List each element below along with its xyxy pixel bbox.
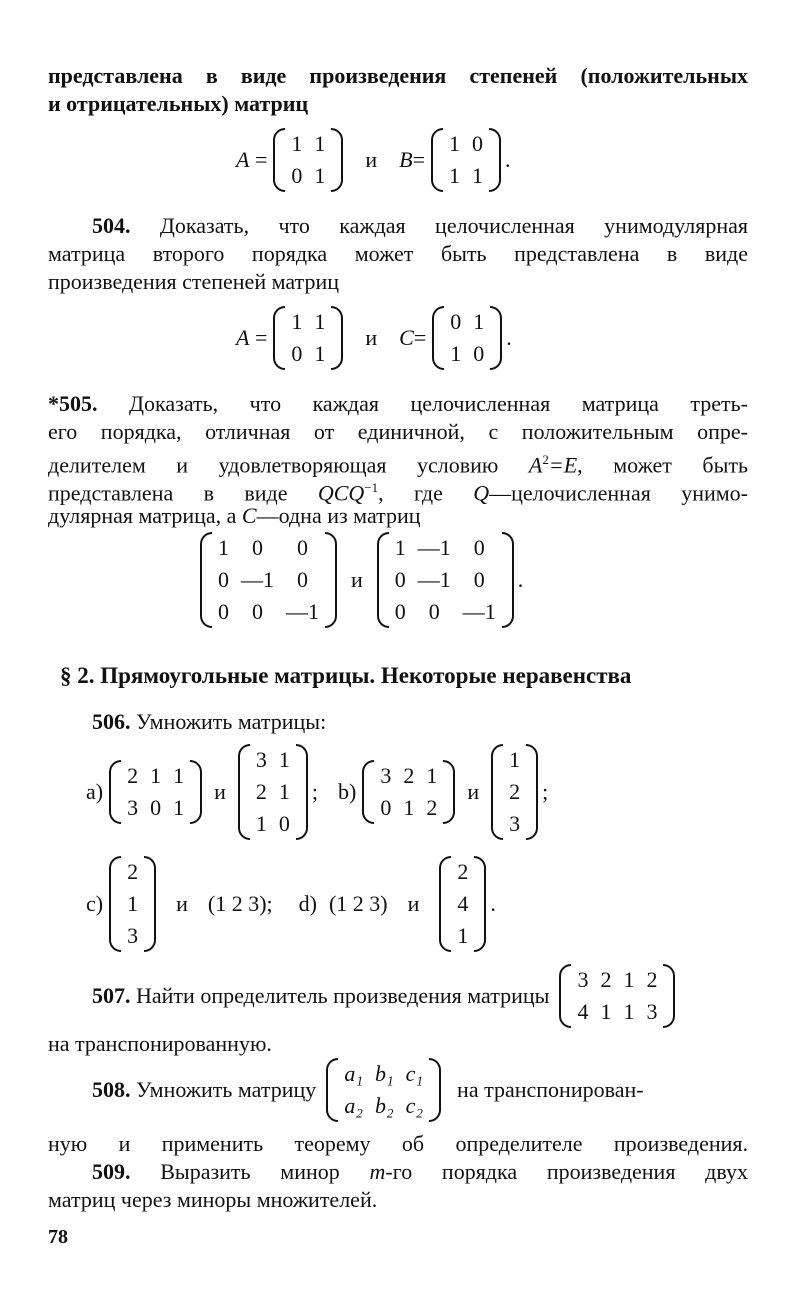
matrix-cell: 2	[509, 779, 521, 804]
problem-507-line: 507. Найти определитель произведения матрицы 3 2 1 2 4 1 1 3	[48, 964, 748, 1028]
matrix-cell: 3	[127, 923, 139, 948]
text-line: делителем и удовлетворяющая условию $A^2=E$, может быть	[48, 452, 749, 478]
matrix-A	[273, 128, 343, 192]
matrix-cell: 0	[291, 163, 303, 188]
matrix-cell: 1	[623, 999, 635, 1024]
matrix-508	[326, 1058, 441, 1122]
matrix-cell: 1	[394, 535, 406, 560]
text-line: ную и применить теорему об определителе произведения.	[48, 1131, 748, 1156]
matrix-cell: 1	[314, 131, 326, 156]
formula-C-options: 1 0 0 0 —1 0 0 0 —1 и 1 —1 0 0 —1 0 0 0 —1 .	[200, 532, 523, 628]
matrix-cell: 0	[297, 535, 308, 560]
matrix-cell: 3	[577, 967, 589, 992]
matrix-cell: 4	[457, 891, 469, 916]
matrix-b1	[362, 760, 455, 824]
formula-506-cd: c) 2 1 3 и (1 2 3); d) (1 2 3) и 2 4 1 .	[86, 856, 496, 952]
section-heading: § 2. Прямоугольные матрицы. Некоторые неравенства	[60, 663, 632, 688]
formula-506-ab: a) 2 1 1 3 0 1 и 3 1 2 1 1 0 ; b) 3 2 1 0 1 2 и 1 2 3 ;	[86, 744, 548, 840]
matrix-cell: 1	[450, 341, 462, 366]
matrix-cell: 1	[426, 763, 438, 788]
matrix-cell: 2	[646, 967, 658, 992]
matrix-cell: 1	[457, 923, 469, 948]
matrix-cell: 1	[150, 763, 162, 788]
problem-508-line: 508. Умножить матрицу a₁ b₁ c₁ a₂ b₂ c₂ на транспонирован-	[48, 1058, 748, 1122]
text-line: дулярная матрица, а C—одна из матриц	[48, 503, 421, 528]
matrix-cell: 1	[473, 309, 485, 334]
matrix-cell: a₂	[344, 1093, 363, 1118]
matrix-cell: 0	[450, 309, 462, 334]
matrix-cell: 1	[472, 163, 484, 188]
matrix-cell: 2	[403, 763, 415, 788]
matrix-cell: 1	[173, 795, 185, 820]
matrix-cell: 1	[314, 341, 326, 366]
matrix-cell: 1	[218, 535, 229, 560]
matrix-cell: c₁	[405, 1061, 424, 1086]
matrix-cell: 1	[509, 747, 521, 772]
matrix-cell: 3	[380, 763, 392, 788]
matrix-cell: 0	[428, 599, 440, 624]
matrix-cell: 3	[127, 795, 139, 820]
matrix-cell: b₁	[374, 1061, 394, 1086]
matrix-cell: 1	[255, 811, 267, 836]
matrix-cell: 1	[449, 163, 461, 188]
matrix-cell: 0	[278, 811, 290, 836]
matrix-cell: —1	[462, 599, 496, 624]
matrix-a1	[109, 760, 202, 824]
matrix-cell: 0	[473, 341, 485, 366]
text-line: матриц через миноры множителей.	[48, 1187, 378, 1212]
matrix-cell: —1	[417, 567, 451, 592]
problem-509-line: 509. Выразить минор m-го порядка произведения двух	[92, 1159, 749, 1184]
text-line: его порядка, отличная от единичной, с положительным опре-	[48, 419, 748, 444]
matrix-cell: 1	[449, 131, 461, 156]
matrix-cell: 0	[297, 567, 308, 592]
matrix-cell: 1	[278, 779, 290, 804]
matrix-cell: 1	[403, 795, 415, 820]
matrix-C2	[377, 532, 514, 628]
matrix-cell: c₂	[405, 1093, 424, 1118]
matrix-507	[559, 964, 675, 1028]
matrix-cell: 2	[127, 859, 139, 884]
matrix-cell: 3	[255, 747, 267, 772]
matrix-cell: 2	[127, 763, 139, 788]
matrix-cell: 0	[380, 795, 392, 820]
matrix-cell: b₂	[374, 1093, 394, 1118]
text-line: представлена в виде произведения степеней (положительных	[48, 63, 748, 88]
text-line: матрица второго порядка может быть представлена в виде	[48, 241, 748, 266]
matrix-cell: 3	[646, 999, 658, 1024]
matrix-cell: 1	[291, 309, 303, 334]
text-line: представлена в виде $QCQ^{-1}$, где Q—целочисленная унимо-	[48, 480, 748, 506]
matrix-cell: —1	[286, 599, 319, 624]
text-line: и отрицательных) матриц	[48, 91, 309, 116]
matrix-cell: 0	[394, 599, 406, 624]
matrix-cell: 0	[252, 599, 263, 624]
matrix-cell: 2	[600, 967, 612, 992]
matrix-C	[432, 306, 502, 370]
matrix-cell: 0	[218, 599, 229, 624]
matrix-cell: 1	[314, 309, 326, 334]
text-line: произведения степеней матриц	[48, 269, 339, 294]
matrix-cell: 1	[127, 891, 139, 916]
matrix-B	[431, 128, 501, 192]
matrix-c1	[109, 856, 156, 952]
matrix-cell: 1	[600, 999, 612, 1024]
matrix-cell: —1	[417, 535, 451, 560]
matrix-cell: 0	[218, 567, 229, 592]
matrix-cell: 1	[623, 967, 635, 992]
text-line: на транспонированную.	[48, 1031, 272, 1056]
matrix-cell: 3	[509, 811, 521, 836]
matrix-cell: —1	[241, 567, 274, 592]
matrix-cell: 0	[394, 567, 406, 592]
matrix-cell: 1	[173, 763, 185, 788]
matrix-cell: 0	[252, 535, 263, 560]
matrix-cell: 0	[473, 567, 485, 592]
matrix-cell: 4	[577, 999, 589, 1024]
matrix-cell: 0	[473, 535, 485, 560]
matrix-cell: 1	[314, 163, 326, 188]
matrix-cell: 1	[278, 747, 290, 772]
matrix-cell: 2	[255, 779, 267, 804]
problem-506-line: 506. Умножить матрицы:	[92, 709, 327, 734]
matrix-b2	[491, 744, 538, 840]
matrix-d2	[439, 856, 486, 952]
page-number: 78	[48, 1226, 68, 1248]
matrix-cell: 0	[291, 341, 303, 366]
formula-AB: A = 1 1 0 1 и B= 1 0 1 1 .	[236, 128, 511, 192]
matrix-cell: a₁	[344, 1061, 363, 1086]
matrix-A2	[273, 306, 343, 370]
matrix-a2	[238, 744, 308, 840]
matrix-cell: 0	[472, 131, 484, 156]
matrix-cell: 1	[291, 131, 303, 156]
problem-505-line: *505. Доказать, что каждая целочисленная матрица треть-	[48, 391, 749, 416]
formula-AC: A = 1 1 0 1 и C= 0 1 1 0 .	[236, 306, 512, 370]
matrix-cell: 0	[150, 795, 162, 820]
problem-504-line: 504. Доказать, что каждая целочисленная унимодулярная	[92, 213, 748, 238]
matrix-C1	[200, 532, 337, 628]
matrix-cell: 2	[426, 795, 438, 820]
matrix-cell: 2	[457, 859, 469, 884]
